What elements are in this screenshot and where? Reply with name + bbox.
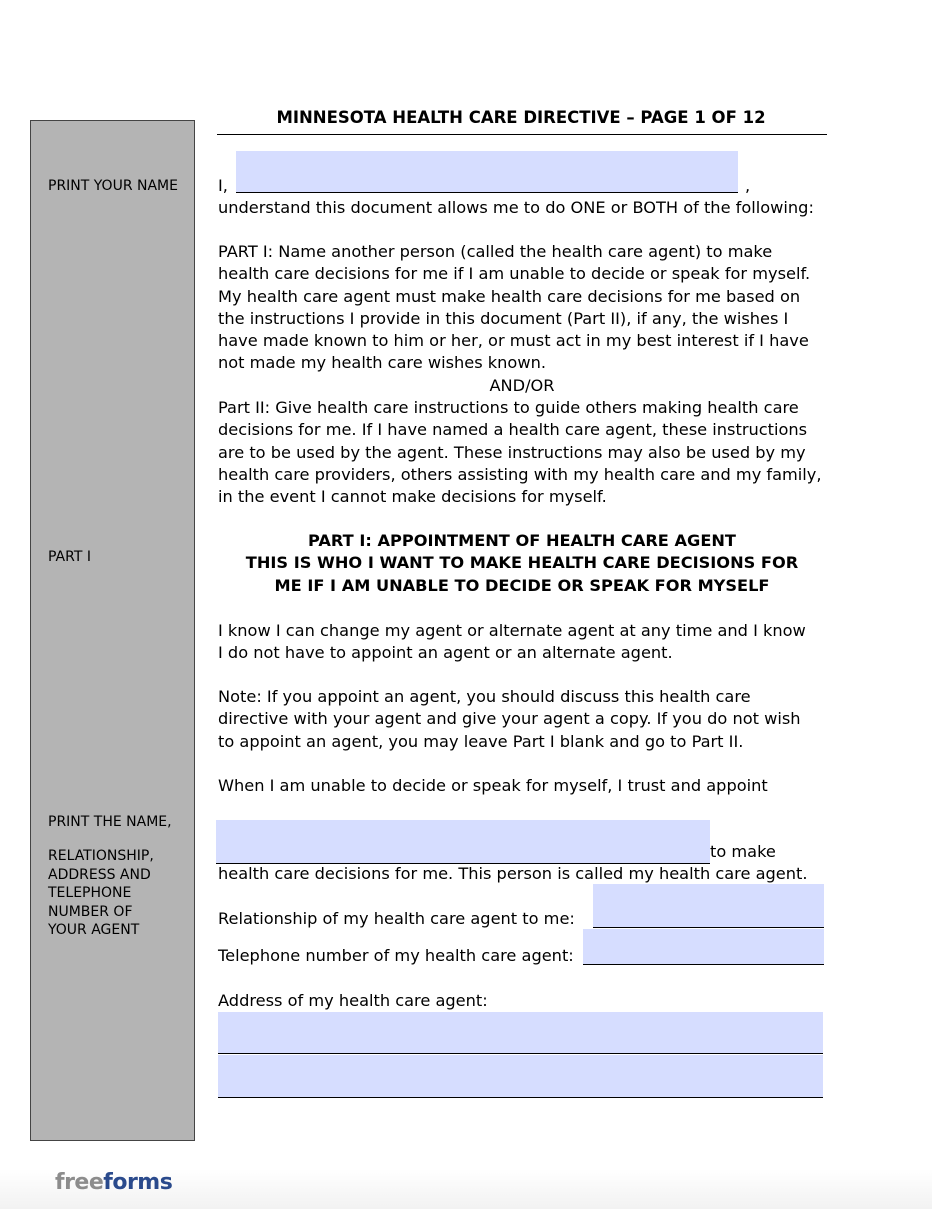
decisions-text: health care decisions for me. This person is called my health care agent. bbox=[218, 864, 808, 883]
note-text: Note: If you appoint an agent, you should discuss this health care directive with your agent and give your agent a copy. If you do not wish to appoint an agent, you may leave Part I blank and go to Part II. bbox=[218, 687, 801, 751]
address-line-1-input[interactable] bbox=[218, 1012, 823, 1054]
telephone-label: Telephone number of my health care agent: bbox=[218, 946, 574, 965]
to-make-text: to make bbox=[710, 842, 776, 861]
telephone-input[interactable] bbox=[583, 929, 824, 965]
title-divider bbox=[217, 134, 827, 135]
address-line-2-input[interactable] bbox=[218, 1055, 823, 1098]
trust-appoint-text: When I am unable to decide or speak for myself, I trust and appoint bbox=[218, 776, 768, 795]
part-one-heading: PART I: APPOINTMENT OF HEALTH CARE AGENT THIS IS WHO I WANT TO MAKE HEALTH CARE DECISIONS FOR ME IF I AM UNABLE TO DECIDE OR SPEAK FOR MYSELF bbox=[245, 531, 799, 595]
name-comma: , bbox=[745, 176, 751, 195]
relationship-label: Relationship of my health care agent to me: bbox=[218, 909, 575, 928]
change-agent-text: I know I can change my agent or alternate agent at any time and I know I do not have to appoint an agent or an alternate agent. bbox=[218, 621, 806, 663]
name-input[interactable] bbox=[236, 151, 738, 193]
sidebar-label-print-agent-name: PRINT THE NAME, bbox=[48, 814, 172, 830]
freeforms-logo: freeforms bbox=[55, 1170, 173, 1195]
sidebar-instructions bbox=[30, 120, 195, 1141]
page-title: MINNESOTA HEALTH CARE DIRECTIVE – PAGE 1 OF 12 bbox=[276, 108, 766, 127]
sidebar-label-agent-details: RELATIONSHIP, ADDRESS AND TELEPHONE NUMBER OF YOUR AGENT bbox=[48, 848, 154, 938]
i-prefix: I, bbox=[218, 176, 228, 195]
sidebar-label-print-name: PRINT YOUR NAME bbox=[48, 178, 178, 194]
sidebar-label-part-one: PART I bbox=[48, 549, 91, 565]
and-or-text: AND/OR bbox=[489, 376, 555, 395]
address-label: Address of my health care agent: bbox=[218, 991, 488, 1010]
part-two-description: Part II: Give health care instructions to guide others making health care decisions for me. If I have named a health care agent, these instructions are to be used by the agent. These instructions may also be used by my health care providers, others assisting with my health care and my family, in the event I cannot make decisions for myself. bbox=[218, 398, 822, 507]
agent-name-input[interactable] bbox=[216, 820, 710, 864]
understand-text: understand this document allows me to do ONE or BOTH of the following: bbox=[218, 198, 814, 217]
relationship-input[interactable] bbox=[593, 884, 824, 928]
part-one-description: PART I: Name another person (called the health care agent) to make health care decisions for me if I am unable to decide or speak for myself. My health care agent must make health care decisions for me based on the instructions I provide in this document (Part II), if any, the wishes I have made known to him or her, or must act in my best interest if I have not made my health care wishes known. bbox=[218, 242, 811, 373]
